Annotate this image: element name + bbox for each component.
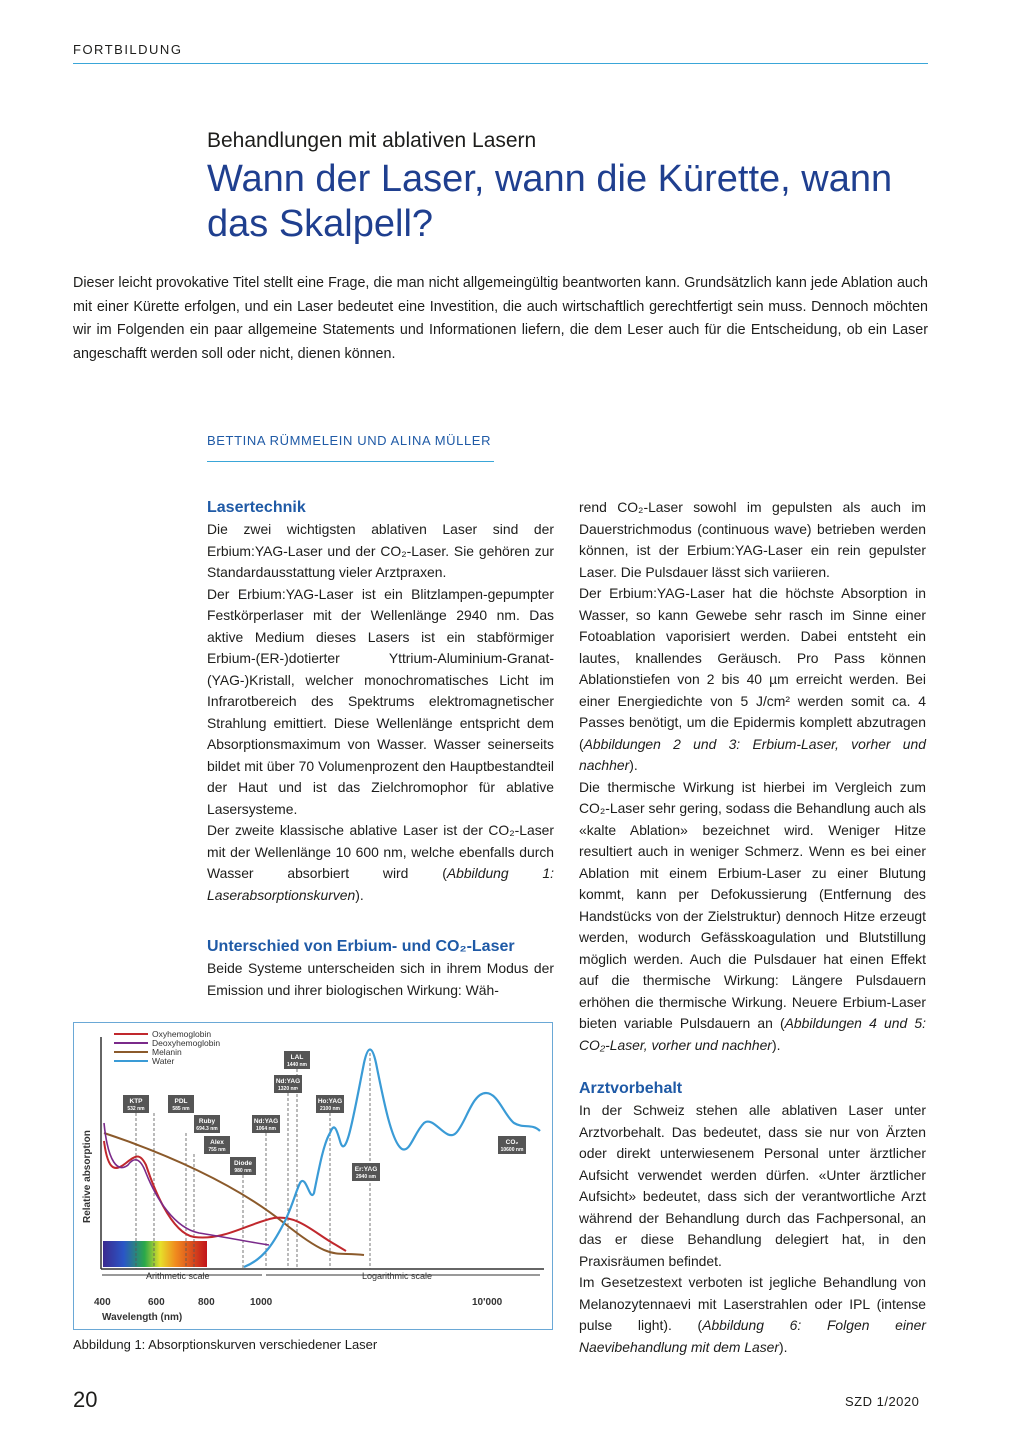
figure-absorption-curves [73, 1022, 553, 1330]
paragraph: rend CO₂-Laser sowohl im gepulsten als auch im Dauerstrichmodus (continuous wave) betrieben werden können, ist der Erbium:YAG-Laser ein rein gepulster Laser. Die Pulsdauer lässt sich variieren. [579, 499, 926, 580]
figure-reference: Abbildungen 2 und 3: Erbium-Laser, vorher und nachher [579, 735, 926, 773]
laser-ndyag-1064 [252, 1115, 280, 1269]
svg-text:2100 nm: 2100 nm [319, 1106, 341, 1112]
svg-text:CO₂: CO₂ [505, 1139, 519, 1146]
paragraph: In der Schweiz stehen alle ablativen Laser unter Arztvorbehalt. Das bedeutet, dass sie nur von Ärzten oder direkt unterwiesenem Personal unter ärztlicher Aufsicht verwendet werden dürfen. «Unter ärztlicher Aufsicht» bedeutet, dass sich der verantwortliche Arzt während der Behandlung durch das Fachpersonal, an das er diese Behandlung delegiert hat, in den Praxisräumen befindet. [579, 1102, 926, 1269]
paragraph: Der zweite klassische ablative Laser ist der CO₂-Laser mit der Wellenlänge 10 600 nm, welche ebenfalls durch Wasser absorbiert wird (Abbildung 1: Laserabsorptionskurven). [207, 822, 554, 903]
figure-reference: Abbildung 6: Folgen einer Naevibehandlung mit dem Laser [579, 1317, 926, 1355]
text-column-2 [579, 497, 926, 1358]
laser-markers [123, 1051, 526, 1269]
svg-text:Diode: Diode [233, 1160, 253, 1167]
svg-text:532 nm: 532 nm [127, 1106, 145, 1112]
text-column-1 [207, 497, 554, 1001]
legend-oxyhemoglobin: Oxyhemoglobin [152, 1029, 212, 1039]
laser-hoyag [316, 1095, 344, 1269]
arithmetic-scale-label: Arithmetic scale [146, 1271, 210, 1281]
paragraph: Die thermische Wirkung ist hierbei im Vergleich zum CO₂-Laser sehr gering, sodass die Behandlung auch als «kalte Ablation» bezeichnet wird. Weniger Hitze resultiert auch in weniger Schmerz. Wenn es bei einer Ablation mit einem Erbium-Laser zu einer Blutung kommt, kann per Defokussierung (Entfernung des Handstücks von der Zielstruktur) dennoch Hitze erzeugt werden, wodurch Gefässkoagulation und Blutstillung möglich werden. Auch die Pulsdauer hat einen Effekt auf die thermische Wirkung: Längere Pulsdauern erhöhen die thermische Wirkung. Neuere Erbium-Laser bieten variable Pulsdauern an (Abbildungen 4 und 5: CO₂-Laser, vorher und nachher). [579, 778, 926, 1053]
svg-text:1064 nm: 1064 nm [255, 1126, 277, 1132]
laser-diode [230, 1157, 256, 1269]
svg-text:Alex: Alex [210, 1139, 224, 1146]
svg-text:Ruby: Ruby [198, 1118, 216, 1125]
svg-text:755 nm: 755 nm [208, 1147, 226, 1153]
svg-text:585 nm: 585 nm [172, 1106, 190, 1112]
svg-text:694.3 nm: 694.3 nm [196, 1126, 218, 1132]
heading-unterschied: Unterschied von Erbium- und CO₂-Laser [207, 938, 515, 955]
figure-reference: Abbildungen 4 und 5: CO₂-Laser, vorher und nachher [579, 1015, 926, 1053]
x-tick: 600 [148, 1297, 165, 1308]
article-authors: BETTINA RÜMMELEIN UND ALINA MÜLLER [207, 433, 492, 448]
svg-text:2940 nm: 2940 nm [355, 1174, 377, 1180]
laser-eryag [352, 1053, 380, 1269]
visible-spectrum-bar [103, 1241, 207, 1267]
heading-arztvorbehalt: Arztvorbehalt [579, 1080, 683, 1097]
chart-legend [114, 1029, 220, 1066]
svg-text:Nd:YAG: Nd:YAG [275, 1078, 301, 1085]
x-tick: 800 [198, 1297, 215, 1308]
page-number: 20 [73, 1387, 98, 1412]
svg-text:KTP: KTP [129, 1098, 143, 1105]
curve-oxyhemoglobin [104, 1141, 346, 1251]
svg-text:LAL: LAL [290, 1054, 304, 1061]
figure-reference: Abbildung 1: Laserabsorptionskurven [207, 865, 554, 903]
article-title: Wann der Laser, wann die Kürette, wann das Skalpell? [207, 158, 893, 245]
authors-rule [207, 461, 494, 462]
legend-melanin: Melanin [152, 1047, 182, 1057]
paragraph: Die zwei wichtigsten ablativen Laser sind der Erbium:YAG-Laser und der CO₂-Laser. Sie gehören zur Standardausstattung vieler Arztpraxen. [207, 521, 554, 580]
x-axis-label: Wavelength (nm) [102, 1312, 183, 1323]
paragraph: Im Gesetzestext verboten ist jegliche Behandlung von Melanozytennaevi mit Laserstrahlen oder IPL (intense pulse light). (Abbildung 6: Folgen einer Naevibehandlung mit dem Laser). [579, 1274, 926, 1355]
x-tick: 10'000 [472, 1297, 503, 1308]
x-tick: 1000 [250, 1297, 273, 1308]
paragraph: Der Erbium:YAG-Laser ist ein Blitzlampen-gepumpter Festkörperlaser mit der Wellenlänge 2940 nm. Das aktive Medium dieses Lasers ist ein stabförmiger Erbium-(ER-)dotierter Yttrium-Aluminium-Granat-(YAG-)Kristall, welcher monochromatisches Licht im Infrarotbereich des Spektrums elektromagnetischer Strahlung emittiert. Diese Wellenlänge entspricht dem Absorptionsmaximum von Wasser. Wasser seinerseits bildet mit über 70 Volumenprozent den Hauptbestandteil der Haut und ist das Zielchromophor für ablative Lasersysteme. [207, 585, 554, 817]
laser-co2 [498, 1136, 526, 1154]
paragraph: Der Erbium:YAG-Laser hat die höchste Absorption in Wasser, so kann Gewebe sehr rasch im Sinne einer Fotoablation vaporisiert werden. Dabei entsteht ein lautes, knallendes Geräusch. Pro Pass können Ablationstiefen von 2 bis 40 µm erreicht werden. Bei einer Energiedichte von 5 J/cm² werden somit ca. 4 Passes benötigt, um die Epidermis komplett abzutragen (Abbildungen 2 und 3: Erbium-Laser, vorher und nachher). [579, 585, 926, 773]
svg-text:PDL: PDL [174, 1098, 188, 1105]
article-kicker: Behandlungen mit ablativen Lasern [207, 129, 537, 152]
svg-text:Ho:YAG: Ho:YAG [317, 1098, 343, 1105]
issue-label: SZD 1/2020 [845, 1394, 920, 1409]
section-label: FORTBILDUNG [73, 42, 183, 57]
svg-text:1320 nm: 1320 nm [277, 1086, 299, 1092]
curve-melanin [104, 1133, 364, 1255]
paragraph: Beide Systeme unterscheiden sich in ihrem Modus der Emission und ihrer biologischen Wirkung: Wäh- [207, 960, 554, 998]
heading-lasertechnik: Lasertechnik [207, 499, 306, 516]
legend-water: Water [152, 1056, 175, 1066]
logarithmic-scale-label: Logarithmic scale [362, 1271, 433, 1281]
svg-text:10600 nm: 10600 nm [500, 1147, 524, 1153]
article-lead: Dieser leicht provokative Titel stellt eine Frage, die man nicht allgemeingültig beantworten kann. Grundsätzlich kann jede Ablation auch mit einer Kürette erfolgen, und ein Laser bedeutet eine Investition, die auch wirtschaftlich gerechtfertigt sein muss. Dennoch möchten wir im Folgenden ein paar allgemeine Statements und Informationen liefern, die dem Leser auch für die Entscheidung, ob ein Laser angeschafft werden soll oder nicht, dienen können. [73, 275, 928, 362]
svg-text:1440 nm: 1440 nm [286, 1062, 308, 1068]
absorption-chart [74, 1023, 552, 1329]
svg-text:Nd:YAG: Nd:YAG [253, 1118, 279, 1125]
svg-text:Er:YAG: Er:YAG [354, 1166, 378, 1173]
laser-ndyag-1320 [274, 1075, 302, 1269]
header-rule [73, 63, 928, 64]
x-tick: 400 [94, 1297, 111, 1308]
svg-text:980 nm: 980 nm [234, 1168, 252, 1174]
legend-deoxyhemoglobin: Deoxyhemoglobin [152, 1038, 221, 1048]
y-axis-label: Relative absorption [82, 1130, 93, 1223]
figure-caption: Abbildung 1: Absorptionskurven verschiedener Laser [73, 1337, 378, 1352]
